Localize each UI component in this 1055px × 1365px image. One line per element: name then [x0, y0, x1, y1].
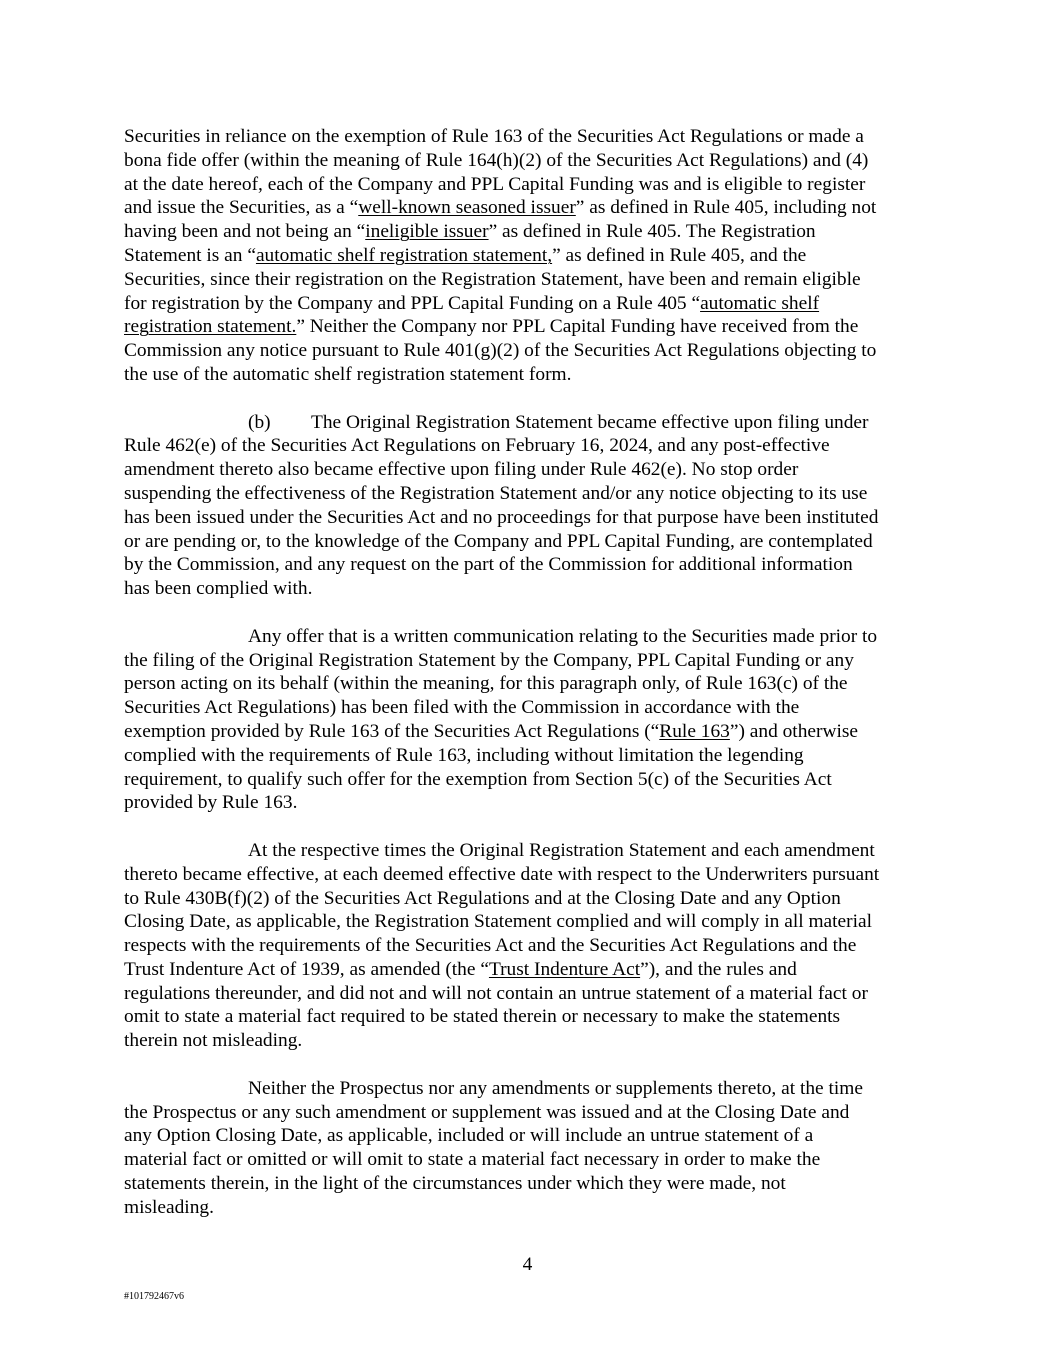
text-line: [124, 720, 936, 744]
text-fragment: and issue the Securities, as a “: [124, 197, 359, 219]
text-fragment: ” as defined in Rule 405, and the: [552, 244, 807, 266]
text-line: any Option Closing Date, as applicable, included or will include an untrue statement of a: [124, 1125, 814, 1147]
paragraph-wksi-eligibility: [124, 125, 936, 387]
text-line: suspending the effectiveness of the Registration Statement and/or any notice objecting to its use: [124, 482, 868, 504]
text-line: [124, 196, 936, 220]
text-line: thereto became effective, at each deemed effective date with respect to the Underwriters pursuant: [124, 863, 880, 885]
text-fragment: ” as defined in Rule 405, including not: [575, 197, 877, 219]
text-line: [124, 292, 936, 316]
text-line: Securities, since their registration on the Registration Statement, have been and remain eligible: [124, 268, 861, 290]
text-fragment: ” Neither the Company nor PPL Capital Funding have received from the: [296, 316, 859, 338]
text-fragment: exemption provided by Rule 163 of the Securities Act Regulations (“: [124, 720, 660, 742]
text-fragment: Trust Indenture Act of 1939, as amended (the “: [124, 958, 489, 980]
text-fragment: ”) and otherwise: [729, 720, 859, 742]
paragraph-prospectus: [124, 1077, 936, 1220]
defined-term-ineligible-issuer: ineligible issuer: [365, 221, 489, 243]
text-line: bona fide offer (within the meaning of Rule 164(h)(2) of the Securities Act Regulations) and (4): [124, 149, 869, 171]
document-id: #101792467v6: [124, 1291, 184, 1302]
defined-term-registration-statement: registration statement.: [124, 316, 297, 338]
text-line: [124, 411, 936, 435]
text-line: material fact or omitted or will omit to state a material fact necessary in order to make the: [124, 1149, 821, 1171]
text-line: the filing of the Original Registration Statement by the Company, PPL Capital Funding or any: [124, 649, 854, 671]
text-line: Securities Act Regulations) has been filed with the Commission in accordance with the: [124, 697, 800, 719]
text-line: regulations thereunder, and did not and will not contain an untrue statement of a material fact or: [124, 982, 868, 1004]
text-fragment: ” as defined in Rule 405. The Registration: [488, 221, 816, 243]
text-line: respects with the requirements of the Securities Act and the Securities Act Regulations and the: [124, 935, 857, 957]
text-fragment: The Original Registration Statement became effective upon filing under: [311, 411, 869, 433]
text-fragment: Statement is an “: [124, 244, 256, 266]
text-line: [124, 1077, 936, 1101]
text-line: therein not misleading.: [124, 1030, 303, 1052]
text-fragment: for registration by the Company and PPL Capital Funding on a Rule 405 “: [124, 292, 701, 314]
text-line: misleading.: [124, 1196, 214, 1218]
text-line: [124, 839, 936, 863]
text-line: [124, 958, 936, 982]
text-line: Securities in reliance on the exemption of Rule 163 of the Securities Act Regulations or made a: [124, 126, 864, 147]
text-line: by the Commission, and any request on the part of the Commission for additional information: [124, 554, 853, 576]
text-line: omit to state a material fact required to be stated therein or necessary to make the statements: [124, 1006, 841, 1028]
text-line: to Rule 430B(f)(2) of the Securities Act Regulations and at the Closing Date and any Option: [124, 887, 841, 909]
paragraph-respective-times: [124, 839, 936, 1053]
text-line: the Prospectus or any such amendment or supplement was issued and at the Closing Date and: [124, 1101, 850, 1123]
text-line: or are pending or, to the knowledge of the Company and PPL Capital Funding, are contemplated: [124, 530, 873, 552]
subsection-label: (b): [248, 411, 271, 433]
text-fragment: Any offer that is a written communication relating to the Securities made prior to: [248, 625, 878, 647]
text-line: Closing Date, as applicable, the Registration Statement complied and will comply in all material: [124, 911, 872, 933]
text-line: Commission any notice pursuant to Rule 401(g)(2) of the Securities Act Regulations objecting to: [124, 340, 877, 362]
text-fragment: having been and not being an “: [124, 221, 366, 243]
text-line: at the date hereof, each of the Company and PPL Capital Funding was and is eligible to register: [124, 173, 866, 195]
defined-term-well-known-seasoned-issuer: well-known seasoned issuer: [358, 197, 576, 219]
text-line: person acting on its behalf (within the meaning, for this paragraph only, of Rule 163(c) of the: [124, 673, 848, 695]
paragraph-written-communication: [124, 625, 936, 815]
text-line: has been issued under the Securities Act and no proceedings for that purpose have been instituted: [124, 506, 879, 528]
text-line: [124, 244, 936, 268]
defined-term-automatic-shelf: automatic shelf: [700, 292, 820, 314]
text-line: Rule 462(e) of the Securities Act Regulations on February 16, 2024, and any post-effective: [124, 435, 830, 457]
text-fragment: Neither the Prospectus nor any amendments or supplements thereto, at the time: [248, 1077, 863, 1099]
document-page: [124, 125, 936, 1243]
defined-term-rule-163: Rule 163: [659, 720, 730, 742]
text-line: [124, 220, 936, 244]
defined-term-trust-indenture-act: Trust Indenture Act: [488, 958, 641, 980]
text-line: statements therein, in the light of the circumstances under which they were made, not: [124, 1173, 786, 1195]
page-number: 4: [522, 1254, 533, 1275]
paragraph-b-effectiveness: [124, 411, 936, 601]
defined-term-automatic-shelf-registration-statement: automatic shelf registration statement,: [255, 244, 553, 266]
text-line: complied with the requirements of Rule 163, including without limitation the legending: [124, 744, 804, 766]
text-line: amendment thereto also became effective upon filing under Rule 462(e). No stop order: [124, 459, 799, 481]
text-line: [124, 315, 936, 339]
text-fragment: At the respective times the Original Registration Statement and each amendment: [248, 839, 875, 861]
text-fragment: ”), and the rules and: [640, 958, 797, 980]
text-line: has been complied with.: [124, 578, 313, 600]
text-line: provided by Rule 163.: [124, 792, 298, 814]
text-line: the use of the automatic shelf registration statement form.: [124, 363, 572, 385]
text-line: [124, 625, 936, 649]
text-line: requirement, to qualify such offer for the exemption from Section 5(c) of the Securities Act: [124, 768, 832, 790]
